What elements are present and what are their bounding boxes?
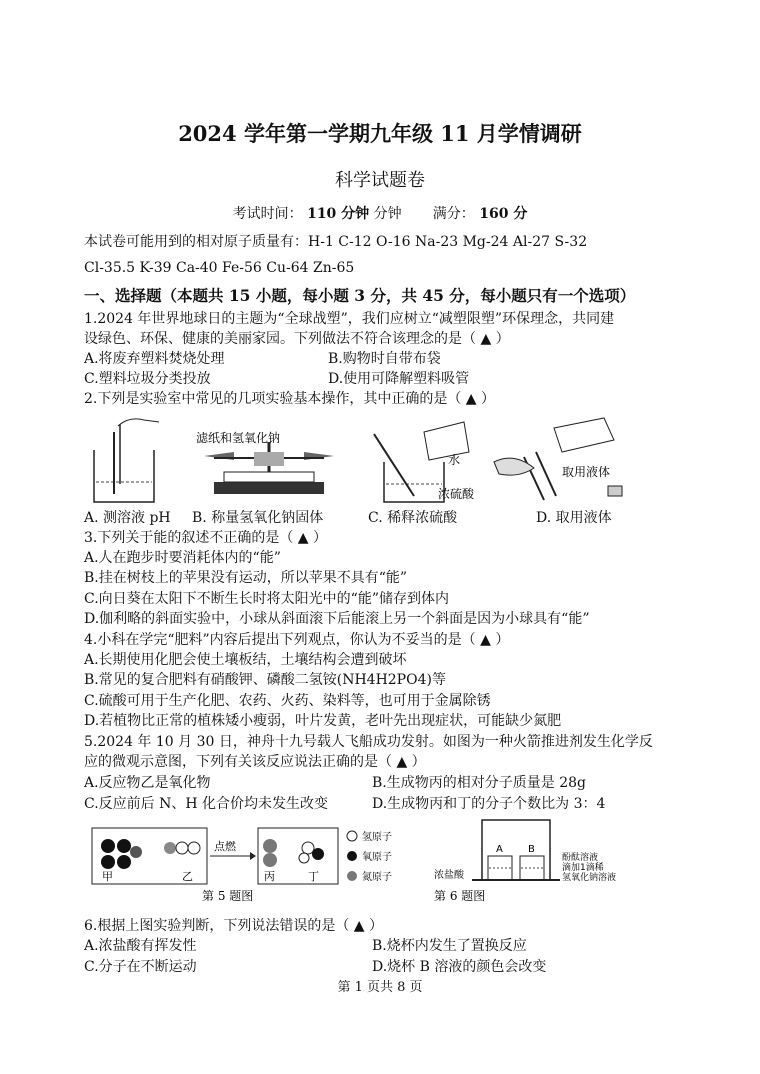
atomic-masses-line2: Cl-35.5 K-39 Ca-40 Fe-56 Cu-64 Zn-65	[84, 260, 355, 276]
fig6-label-r3: 氢氧化钠溶液	[562, 873, 617, 883]
time-value: 110 分钟	[307, 206, 370, 222]
q3-option-b: B.挂在树枝上的苹果没有运动，所以苹果不具有“能”	[84, 570, 408, 586]
fig6-label-r2: 滴加1滴稀	[562, 863, 604, 873]
fig5-reaction-diagram	[90, 826, 420, 906]
fig5-legend-n: 氮原子	[362, 872, 392, 883]
q2-option-a: A. 测溶液 pH	[84, 510, 171, 526]
q1-stem-line1: 1.2024 年世界地球日的主题为“全球战塑”，我们应树立“减塑限塑”环保理念，共同建	[84, 311, 615, 327]
q5-stem-line1: 5.2024 年 10 月 30 日，神舟十九号载人飞船成功发射。如图为一种火箭推进剂发生化学反	[84, 734, 653, 750]
fig6-label-hcl: 浓盐酸	[434, 870, 464, 881]
q5-stem-line2: 应的微观示意图，下列有关该反应说法正确的是（ ▲ ）	[84, 754, 426, 770]
fig5-legend-o: 氧原子	[362, 852, 392, 863]
q3-option-d: D.伽利略的斜面实验中，小球从斜面滚下后能滚上另一个斜面是因为小球具有“能”	[84, 611, 590, 627]
fig6-beaker-b	[520, 856, 544, 880]
q6-option-c: C.分子在不断运动	[84, 959, 197, 975]
fig-b-label: 滤纸和氢氧化钠	[196, 431, 281, 445]
page-title: 2024 学年第一学期九年级 11 月学情调研	[178, 121, 582, 146]
fig6-label-b: B	[528, 844, 535, 855]
q2-stem: 2.下列是实验室中常见的几项实验基本操作，其中正确的是（ ▲ ）	[84, 391, 496, 407]
q1-option-a: A.将废弃塑料焚烧处理	[84, 351, 225, 367]
q2-option-c: C. 稀释浓硫酸	[368, 510, 458, 526]
fig-d-pouring	[494, 418, 622, 500]
fig-c-label-water: 水	[448, 453, 461, 467]
q1-option-c: C.塑料垃圾分类投放	[84, 371, 211, 387]
page-subtitle: 科学试题卷	[335, 170, 425, 191]
q4-option-d: D.若植物比正常的植株矮小瘦弱，叶片发黄，老叶先出现症状，可能缺少氮肥	[84, 713, 562, 729]
time-unit: 分钟	[373, 206, 402, 222]
fig-a-beaker	[94, 419, 159, 502]
fig-b-balance	[204, 442, 334, 494]
fig5-molecule-jia	[101, 839, 142, 869]
fig5-molecule-yi	[164, 842, 200, 854]
q5-option-b: B.生成物丙的相对分子质量是 28g	[372, 775, 586, 791]
q4-stem: 4.小科在学完“肥料”内容后提出下列观点，你认为不妥当的是（ ▲ ）	[84, 632, 510, 648]
fig5-molecule-bing	[263, 839, 277, 867]
score-label: 满分：	[432, 206, 475, 222]
fig5-label-bing: 丙	[264, 870, 275, 883]
q1-option-b: B.购物时自带布袋	[328, 351, 441, 367]
fig5-label-jia: 甲	[102, 870, 113, 883]
fig-c-label-acid: 浓硫酸	[438, 487, 475, 501]
q3-option-a: A.人在跑步时要消耗体内的“能”	[84, 550, 281, 566]
page-footer: 第 1 页共 8 页	[337, 980, 423, 995]
q5-option-c: C.反应前后 N、H 化合价均未发生改变	[84, 796, 329, 812]
q5-option-a: A.反应物乙是氧化物	[84, 775, 211, 791]
exam-meta	[0, 203, 760, 223]
q4-option-a: A.长期使用化肥会使土壤板结，土壤结构会遭到破坏	[84, 652, 407, 668]
q6-option-d: D.烧杯 B 溶液的颜色会改变	[372, 959, 547, 975]
fig6-beaker-diagram	[432, 816, 652, 908]
fig5-legend-h: 氢原子	[362, 832, 392, 843]
atomic-masses-line1: 本试卷可能用到的相对原子质量有：H-1 C-12 O-16 Na-23 Mg-24 Al-27 S-32	[84, 234, 588, 250]
q3-stem: 3.下列关于能的叙述不正确的是（ ▲ ）	[84, 530, 328, 546]
fig5-legend	[347, 830, 392, 883]
fig5-molecule-ding	[299, 842, 324, 863]
section-heading: 一、选择题（本题共 15 小题，每小题 3 分，共 45 分，每小题只有一个选项）	[84, 286, 636, 305]
fig6-caption: 第 6 题图	[434, 889, 486, 903]
fig5-arrow-label: 点燃	[214, 840, 236, 853]
time-label: 考试时间：	[232, 206, 303, 222]
fig-d-label: 取用液体	[562, 465, 611, 479]
q6-option-a: A.浓盐酸有挥发性	[84, 938, 197, 954]
fig5-label-yi: 乙	[182, 870, 193, 883]
q4-option-c: C.硫酸可用于生产化肥、农药、火药、染料等，也可用于金属除锈	[84, 693, 491, 709]
fig5-caption: 第 5 题图	[202, 889, 254, 903]
q6-option-b: B.烧杯内发生了置换反应	[372, 938, 527, 954]
q2-option-d: D. 取用液体	[536, 510, 612, 526]
q2-figure	[84, 412, 634, 508]
fig6-label-a: A	[496, 844, 503, 855]
fig5-label-ding: 丁	[308, 870, 319, 883]
q3-option-c: C.向日葵在太阳下不断生长时将太阳光中的“能”储存到体内	[84, 591, 449, 607]
q6-stem: 6.根据上图实验判断，下列说法错误的是（ ▲ ）	[84, 918, 384, 934]
fig6-label-r1: 酚酞溶液	[562, 853, 599, 863]
fig6-beaker-a	[488, 856, 512, 880]
q5-option-d: D.生成物丙和丁的分子个数比为 3：4	[372, 796, 606, 812]
q1-option-d: D.使用可降解塑料吸管	[328, 371, 470, 387]
fig6-bell-jar	[482, 820, 550, 880]
q1-stem-line2: 设绿色、环保、健康的美丽家园。下列做法不符合该理念的是（ ▲ ）	[84, 331, 510, 347]
score-value: 160 分	[479, 206, 528, 222]
q4-option-b: B.常见的复合肥料有硝酸钾、磷酸二氢铵(NH4H2PO4)等	[84, 672, 446, 688]
q2-option-b: B. 称量氢氧化钠固体	[192, 510, 324, 526]
